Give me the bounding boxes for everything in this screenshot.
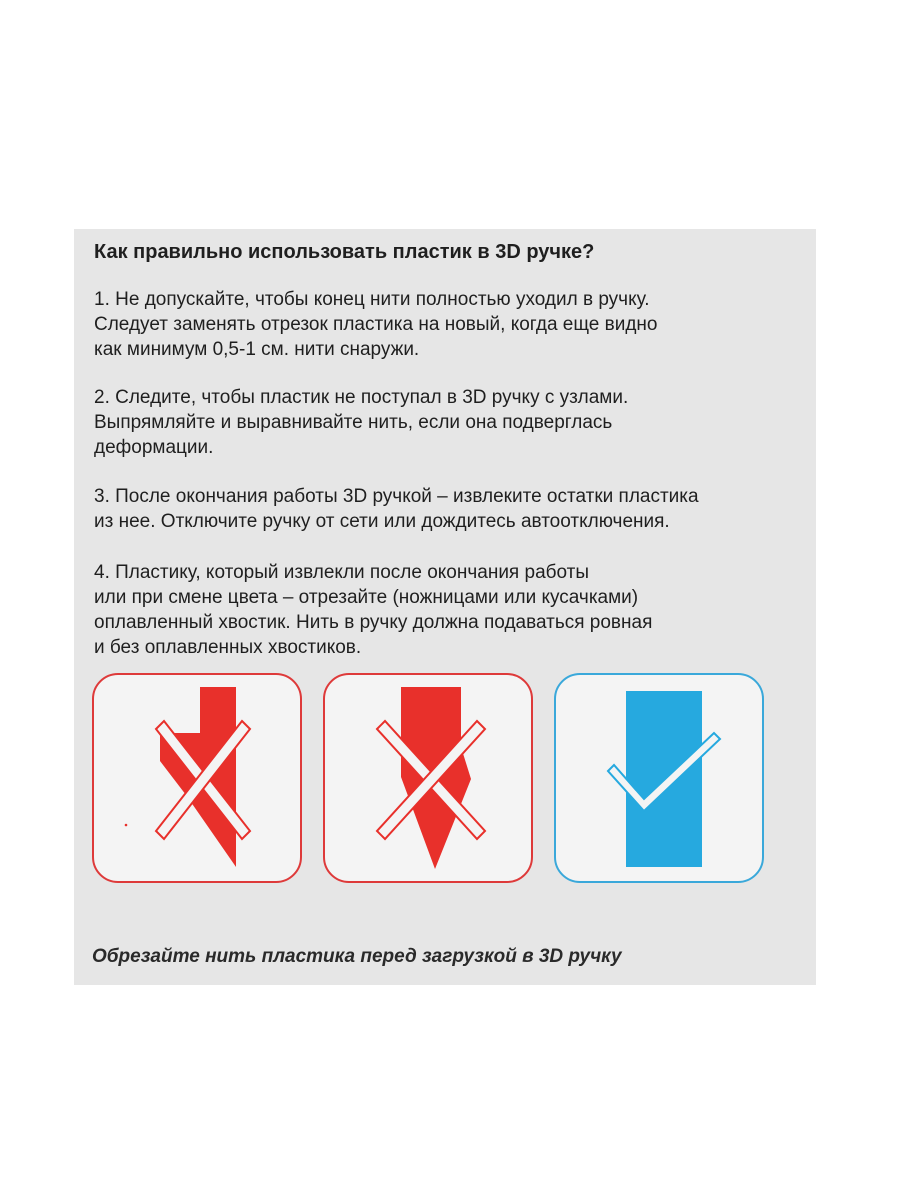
- pointed-filament-icon: [325, 675, 535, 885]
- paragraph-line: 3. После окончания работы 3D ручкой – извлеките остатки пластика: [94, 486, 699, 507]
- instruction-paragraph-1: [94, 287, 809, 362]
- page-title: Как правильно использовать пластик в 3D ручке?: [94, 241, 595, 263]
- paragraph-line: Следует заменять отрезок пластика на новый, когда еще видно: [94, 314, 658, 335]
- instruction-paragraph-2: [94, 385, 809, 460]
- paragraph-line: из нее. Отключите ручку от сети или дождитесь автоотключения.: [94, 511, 670, 532]
- paragraph-line: Выпрямляйте и выравнивайте нить, если она подверглась: [94, 412, 613, 433]
- instruction-paragraph-4: [94, 560, 809, 660]
- paragraph-line: оплавленный хвостик. Нить в ручку должна подаваться ровная: [94, 612, 653, 633]
- paragraph-line: 1. Не допускайте, чтобы конец нити полностью уходил в ручку.: [94, 289, 650, 310]
- paragraph-line: 2. Следите, чтобы пластик не поступал в 3D ручку с узлами.: [94, 387, 629, 408]
- instruction-card: [74, 229, 816, 985]
- paragraph-line: 4. Пластику, который извлекли после окончания работы: [94, 562, 590, 583]
- slanted-cut-filament-icon: [94, 675, 304, 885]
- paragraph-line: деформации.: [94, 437, 214, 458]
- correct-example-straight-cut: [554, 673, 764, 883]
- paragraph-line: или при смене цвета – отрезайте (ножницами или кусачками): [94, 587, 639, 608]
- paragraph-line: и без оплавленных хвостиков.: [94, 637, 362, 658]
- wrong-example-pointed-tip: [323, 673, 533, 883]
- instruction-paragraph-3: [94, 484, 809, 534]
- straight-filament-icon: [556, 675, 766, 885]
- wrong-example-slanted-tip: [92, 673, 302, 883]
- paragraph-line: как минимум 0,5-1 см. нити снаружи.: [94, 339, 420, 360]
- bottom-caption: Обрезайте нить пластика перед загрузкой в 3D ручку: [92, 946, 622, 967]
